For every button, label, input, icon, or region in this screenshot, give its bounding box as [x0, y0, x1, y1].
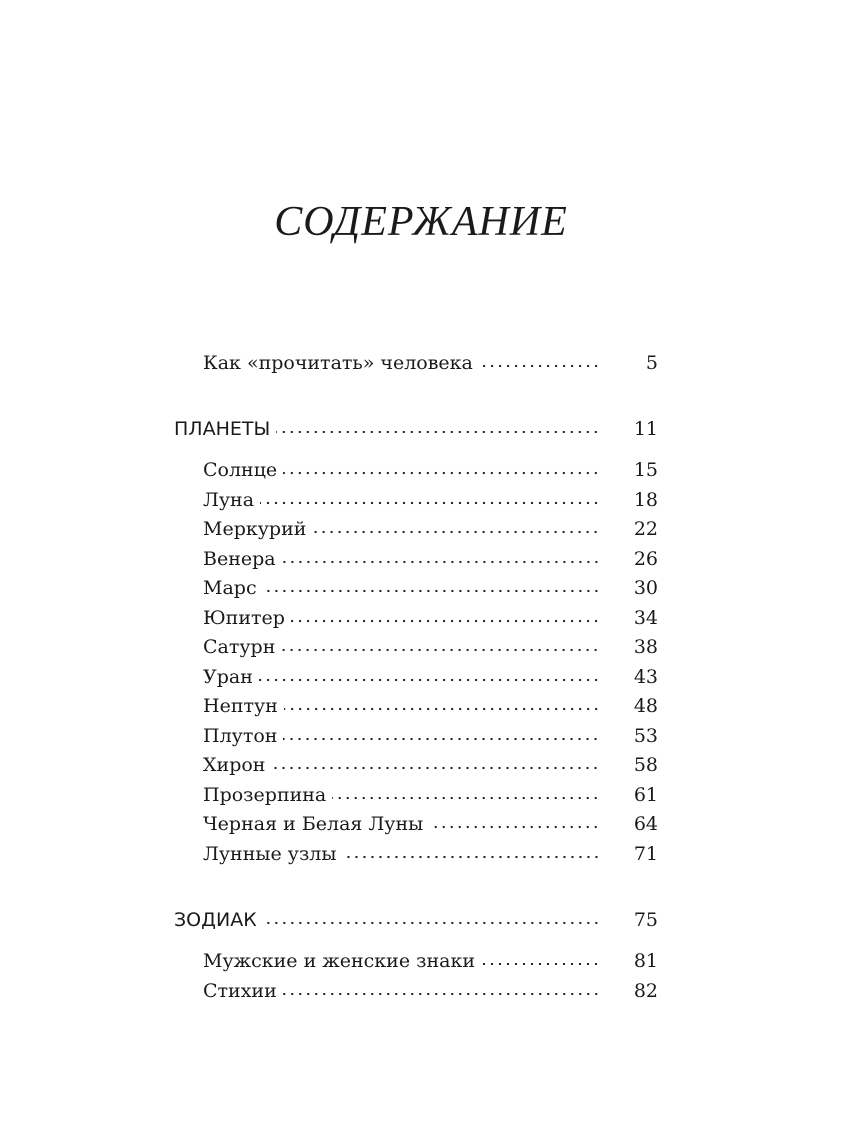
dot-leader: [259, 665, 600, 685]
toc-page-number: 26: [633, 548, 658, 570]
toc-page-number: 11: [633, 418, 658, 440]
toc-entry-label: Черная и Белая Луны: [203, 813, 424, 835]
toc-entry-label: Хирон: [203, 754, 266, 776]
toc-entry-label: Уран: [203, 666, 253, 688]
dot-leader: [281, 635, 600, 655]
toc-entry: [203, 604, 658, 632]
toc-page-number: 30: [633, 577, 658, 599]
dot-leader: [260, 488, 600, 508]
toc-entry-label: Марс: [203, 577, 257, 599]
toc-page-number: 5: [645, 352, 658, 374]
toc-entry: [203, 456, 658, 484]
toc-section-zodiac: [174, 906, 658, 934]
toc-entry-label: Стихии: [203, 980, 277, 1002]
toc-entry-label: Меркурий: [203, 518, 307, 540]
toc-page-number: 22: [633, 518, 658, 540]
dot-leader: [283, 458, 600, 478]
dot-leader: [291, 606, 600, 626]
page-title: СОДЕРЖАНИЕ: [274, 199, 568, 245]
toc-entry-label: Плутон: [203, 725, 278, 747]
dot-leader: [282, 547, 600, 567]
toc-entry-label: Венера: [203, 548, 276, 570]
toc-page-number: 81: [633, 950, 658, 972]
toc-section-label: ЗОДИАК: [174, 909, 257, 931]
toc-section-label: ПЛАНЕТЫ: [174, 418, 271, 440]
dot-leader: [284, 694, 600, 714]
toc-page-number: 48: [633, 695, 658, 717]
toc-page-number: 34: [633, 607, 658, 629]
toc-entry: [203, 633, 658, 661]
dot-leader: [283, 979, 600, 999]
toc-entry-label: Как «прочитать» человека: [203, 352, 473, 374]
toc-entry: [203, 840, 658, 868]
toc-page-number: 82: [633, 980, 658, 1002]
toc-entry-label: Лунные узлы: [203, 843, 337, 865]
toc-entry: [203, 722, 658, 750]
dot-leader: [276, 417, 600, 437]
toc-entry-label: Нептун: [203, 695, 278, 717]
toc-section-planets: [174, 415, 658, 443]
toc-entry: [203, 947, 658, 975]
toc-entry: [203, 692, 658, 720]
toc-page-number: 53: [633, 725, 658, 747]
dot-leader: [312, 517, 600, 537]
dot-leader: [479, 351, 600, 371]
toc-entry: [203, 751, 658, 779]
toc-entry-label: Прозерпина: [203, 784, 327, 806]
toc-entry: [203, 486, 658, 514]
dot-leader: [263, 908, 600, 928]
toc-entry: [203, 545, 658, 573]
toc-page-number: 43: [633, 666, 658, 688]
toc-page-number: 15: [633, 459, 658, 481]
toc-entry-intro: [203, 349, 658, 377]
toc-entry: [203, 663, 658, 691]
toc-entry-label: Луна: [203, 489, 255, 511]
dot-leader: [481, 949, 600, 969]
toc-page-number: 71: [633, 843, 658, 865]
toc-entry: [203, 781, 658, 809]
dot-leader: [332, 783, 600, 803]
toc-entry: [203, 515, 658, 543]
toc-page-number: 38: [633, 636, 658, 658]
toc-entry: [203, 977, 658, 1005]
toc-entry: [203, 574, 658, 602]
dot-leader: [283, 724, 600, 744]
toc-entry: [203, 810, 658, 838]
toc-entry-label: Сатурн: [203, 636, 276, 658]
toc-entry-label: Мужские и женские знаки: [203, 950, 476, 972]
toc-page-number: 58: [633, 754, 658, 776]
toc-entry-label: Солнце: [203, 459, 278, 481]
toc-page-number: 64: [633, 813, 658, 835]
toc-entry-label: Юпитер: [203, 607, 285, 629]
dot-leader: [271, 753, 600, 773]
toc-page-number: 18: [633, 489, 658, 511]
toc-page-number: 61: [633, 784, 658, 806]
toc-page-number: 75: [633, 909, 658, 931]
dot-leader: [263, 576, 600, 596]
dot-leader: [429, 812, 600, 832]
dot-leader: [343, 842, 600, 862]
